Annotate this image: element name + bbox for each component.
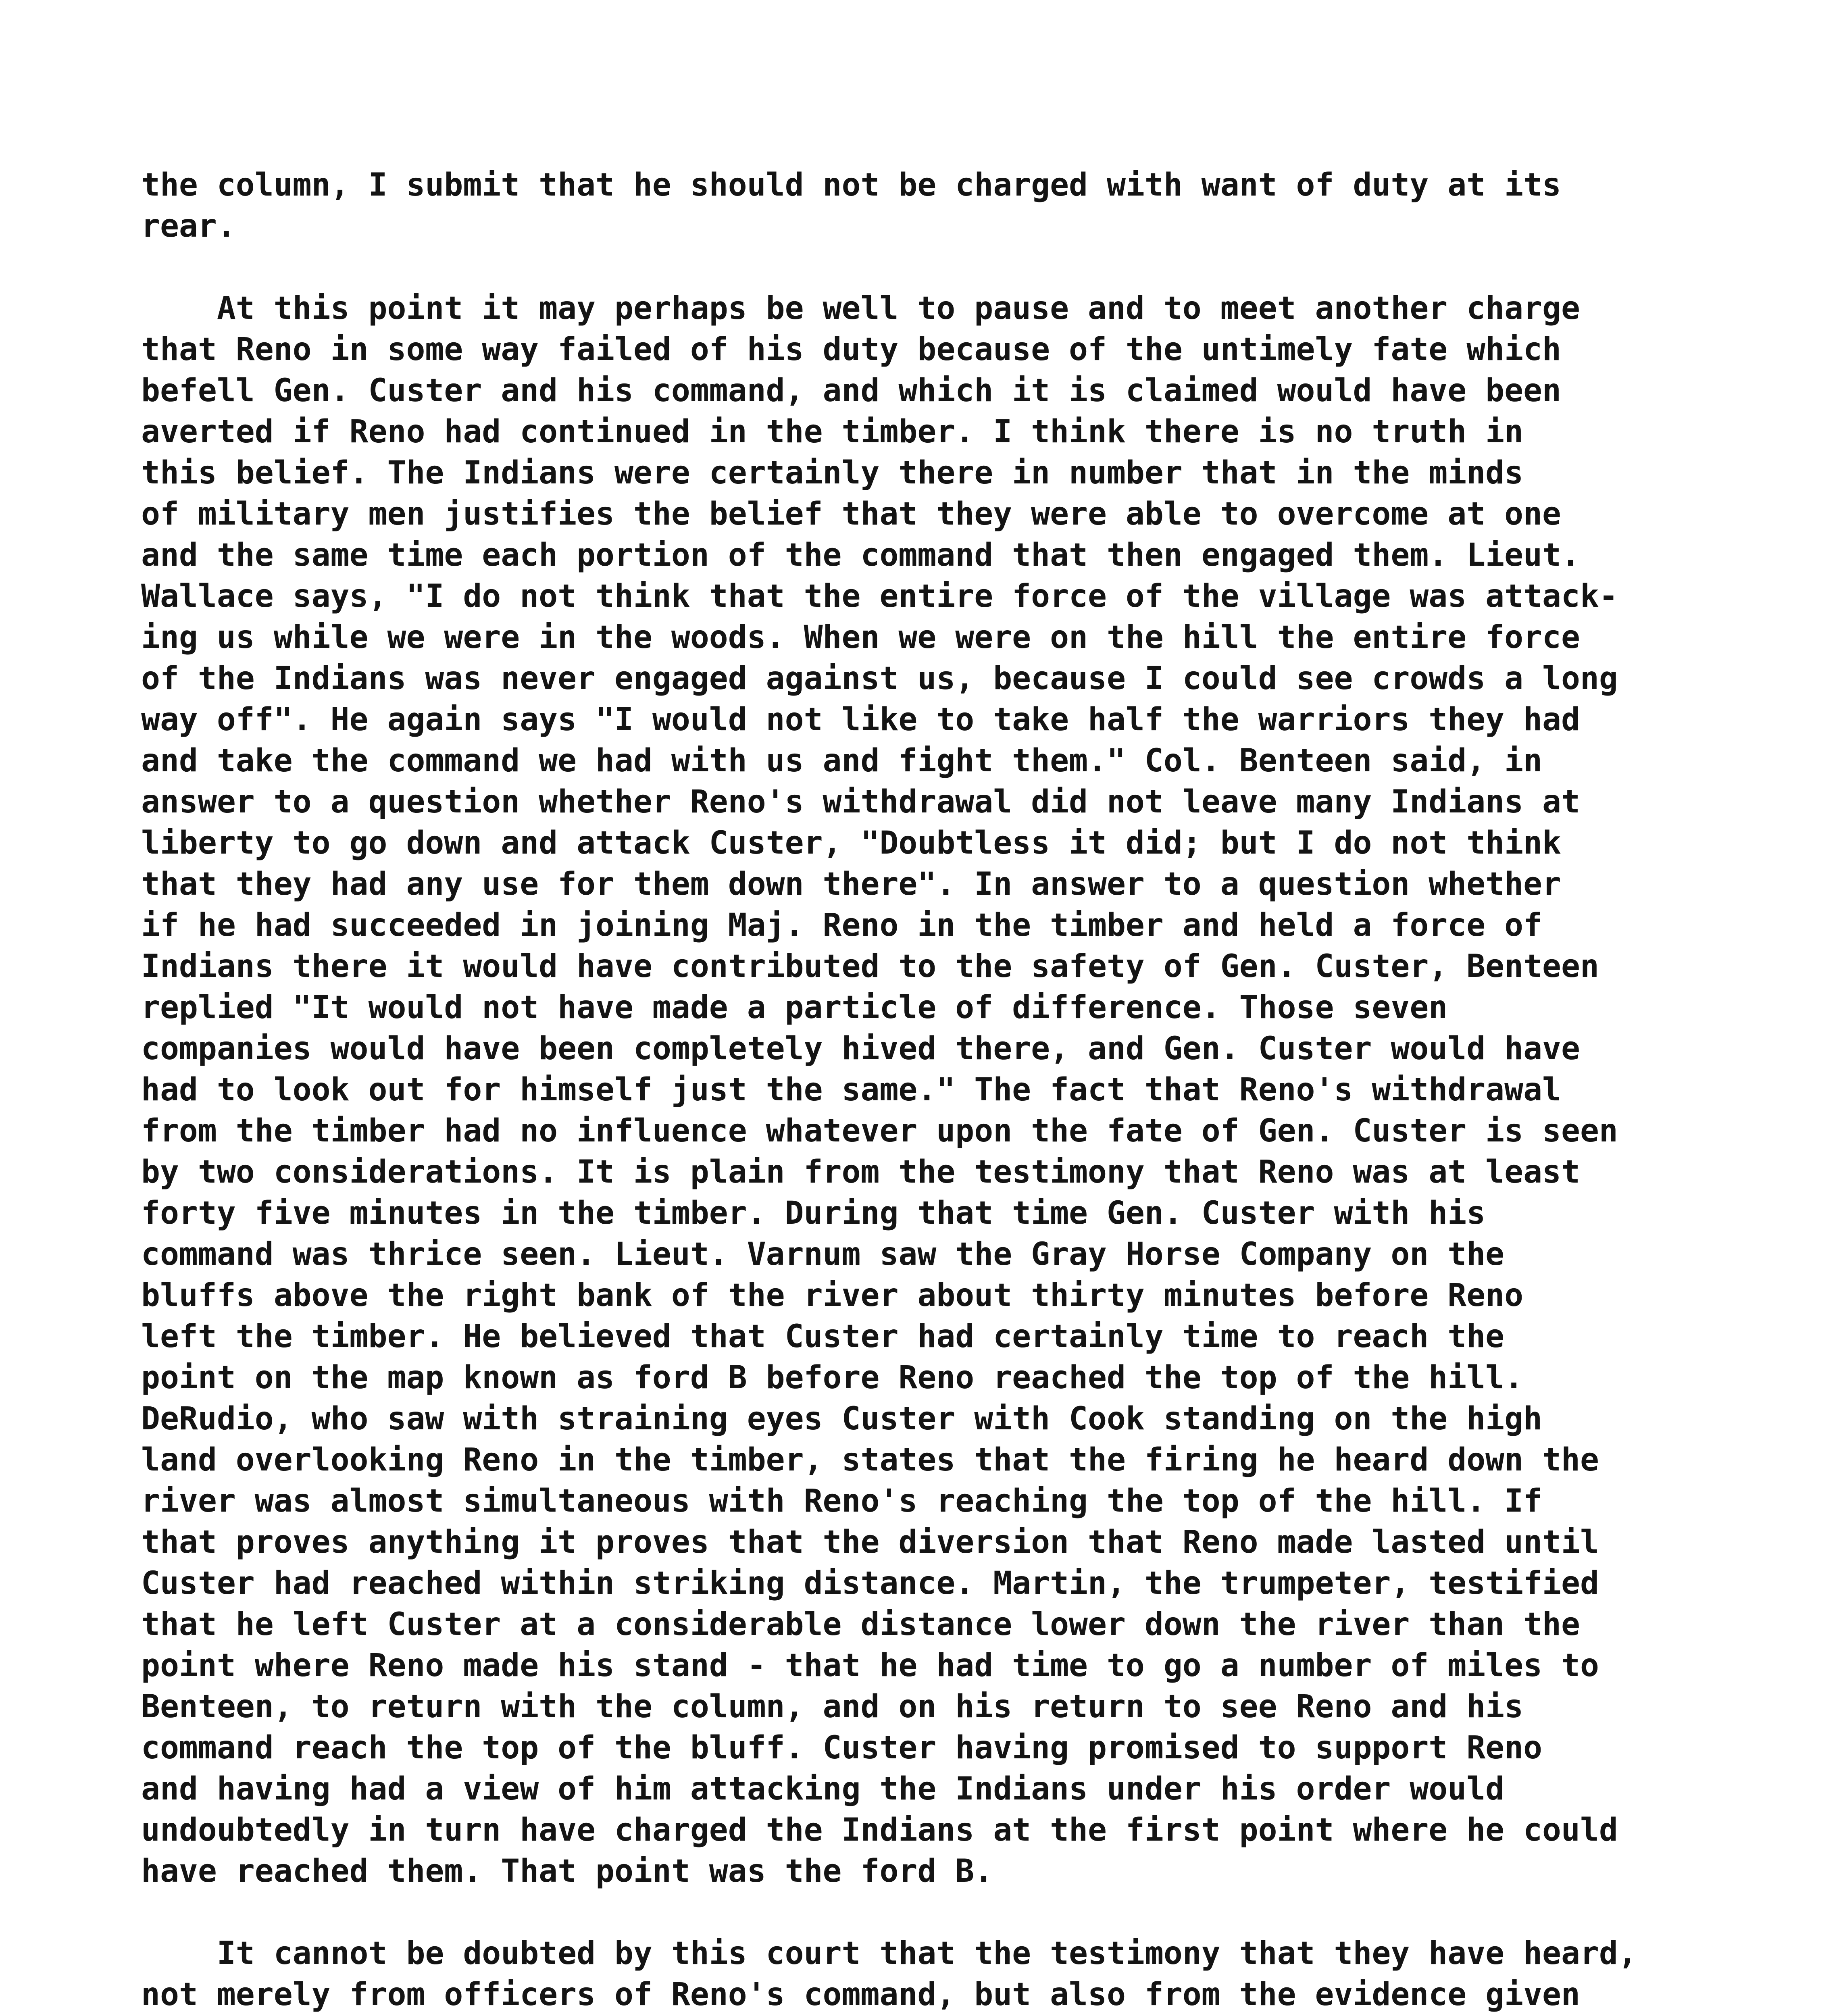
text-line: befell Gen. Custer and his command, and which it is claimed would have been bbox=[141, 373, 1561, 409]
text-line: command was thrice seen. Lieut. Varnum saw the Gray Horse Company on the bbox=[141, 1236, 1505, 1272]
text-line: At this point it may perhaps be well to pause and to meet another charge bbox=[141, 290, 1580, 327]
text-line: this belief. The Indians were certainly there in number that in the minds bbox=[141, 455, 1524, 491]
text-line: Wallace says, "I do not think that the entire force of the village was attack- bbox=[141, 578, 1618, 614]
text-line: averted if Reno had continued in the timber. I think there is no truth in bbox=[141, 414, 1524, 450]
text-line: Indians there it would have contributed to the safety of Gen. Custer, Benteen bbox=[141, 948, 1599, 985]
text-line: answer to a question whether Reno's withdrawal did not leave many Indians at bbox=[141, 784, 1580, 820]
text-line: forty five minutes in the timber. During that time Gen. Custer with his bbox=[141, 1195, 1486, 1231]
text-line: and take the command we had with us and fight them." Col. Benteen said, in bbox=[141, 743, 1543, 779]
text-line: that he left Custer at a considerable distance lower down the river than the bbox=[141, 1606, 1580, 1643]
text-line: have reached them. That point was the ford B. bbox=[141, 1853, 993, 1889]
paragraph-gap bbox=[141, 247, 1738, 288]
text-line: It cannot be doubted by this court that the testimony that they have heard, bbox=[141, 1935, 1637, 1972]
text-line: command reach the top of the bluff. Custer having promised to support Reno bbox=[141, 1730, 1543, 1766]
text-line: Custer had reached within striking distance. Martin, the trumpeter, testified bbox=[141, 1565, 1599, 1602]
text-line: river was almost simultaneous with Reno's reaching the top of the hill. If bbox=[141, 1483, 1543, 1519]
text-line: rear. bbox=[141, 208, 236, 244]
text-line: liberty to go down and attack Custer, "Doubtless it did; but I do not think bbox=[141, 825, 1561, 861]
text-line: had to look out for himself just the same." The fact that Reno's withdrawal bbox=[141, 1072, 1561, 1108]
text-line: ing us while we were in the woods. When we were on the hill the entire force bbox=[141, 619, 1580, 656]
text-line: of the Indians was never engaged against us, because I could see crowds a long bbox=[141, 660, 1618, 697]
text-line: from the timber had no influence whatever upon the fate of Gen. Custer is seen bbox=[141, 1113, 1618, 1149]
text-line: bluffs above the right bank of the river about thirty minutes before Reno bbox=[141, 1277, 1524, 1314]
text-line: companies would have been completely hived there, and Gen. Custer would have bbox=[141, 1031, 1580, 1067]
text-line: and the same time each portion of the command that then engaged them. Lieut. bbox=[141, 537, 1580, 573]
text-line: if he had succeeded in joining Maj. Reno in the timber and held a force of bbox=[141, 907, 1543, 943]
text-line: that they had any use for them down there". In answer to a question whether bbox=[141, 866, 1561, 902]
text-line: not merely from officers of Reno's command, but also from the evidence given bbox=[141, 1976, 1580, 2013]
text-line: that proves anything it proves that the diversion that Reno made lasted until bbox=[141, 1524, 1599, 1560]
text-line: point on the map known as ford B before Reno reached the top of the hill. bbox=[141, 1360, 1524, 1396]
text-line: of military men justifies the belief that they were able to overcome at one bbox=[141, 496, 1561, 532]
paragraph-gap bbox=[141, 1892, 1738, 1933]
text-line: land overlooking Reno in the timber, states that the firing he heard down the bbox=[141, 1442, 1599, 1478]
text-line: point where Reno made his stand - that he had time to go a number of miles to bbox=[141, 1647, 1599, 1684]
text-line: DeRudio, who saw with straining eyes Custer with Cook standing on the high bbox=[141, 1401, 1543, 1437]
text-line: undoubtedly in turn have charged the Indians at the first point where he could bbox=[141, 1812, 1618, 1848]
text-line: left the timber. He believed that Custer had certainly time to reach the bbox=[141, 1318, 1505, 1355]
text-line: way off". He again says "I would not like to take half the warriors they had bbox=[141, 702, 1580, 738]
document-body bbox=[141, 165, 1738, 2016]
text-line: and having had a view of him attacking the Indians under his order would bbox=[141, 1771, 1505, 1807]
text-line: replied "It would not have made a particle of difference. Those seven bbox=[141, 989, 1448, 1026]
text-line: that Reno in some way failed of his duty because of the untimely fate which bbox=[141, 331, 1561, 368]
text-line: the column, I submit that he should not be charged with want of duty at its bbox=[141, 167, 1561, 203]
text-line: by two considerations. It is plain from the testimony that Reno was at least bbox=[141, 1154, 1580, 1190]
text-line: Benteen, to return with the column, and on his return to see Reno and his bbox=[141, 1689, 1524, 1725]
